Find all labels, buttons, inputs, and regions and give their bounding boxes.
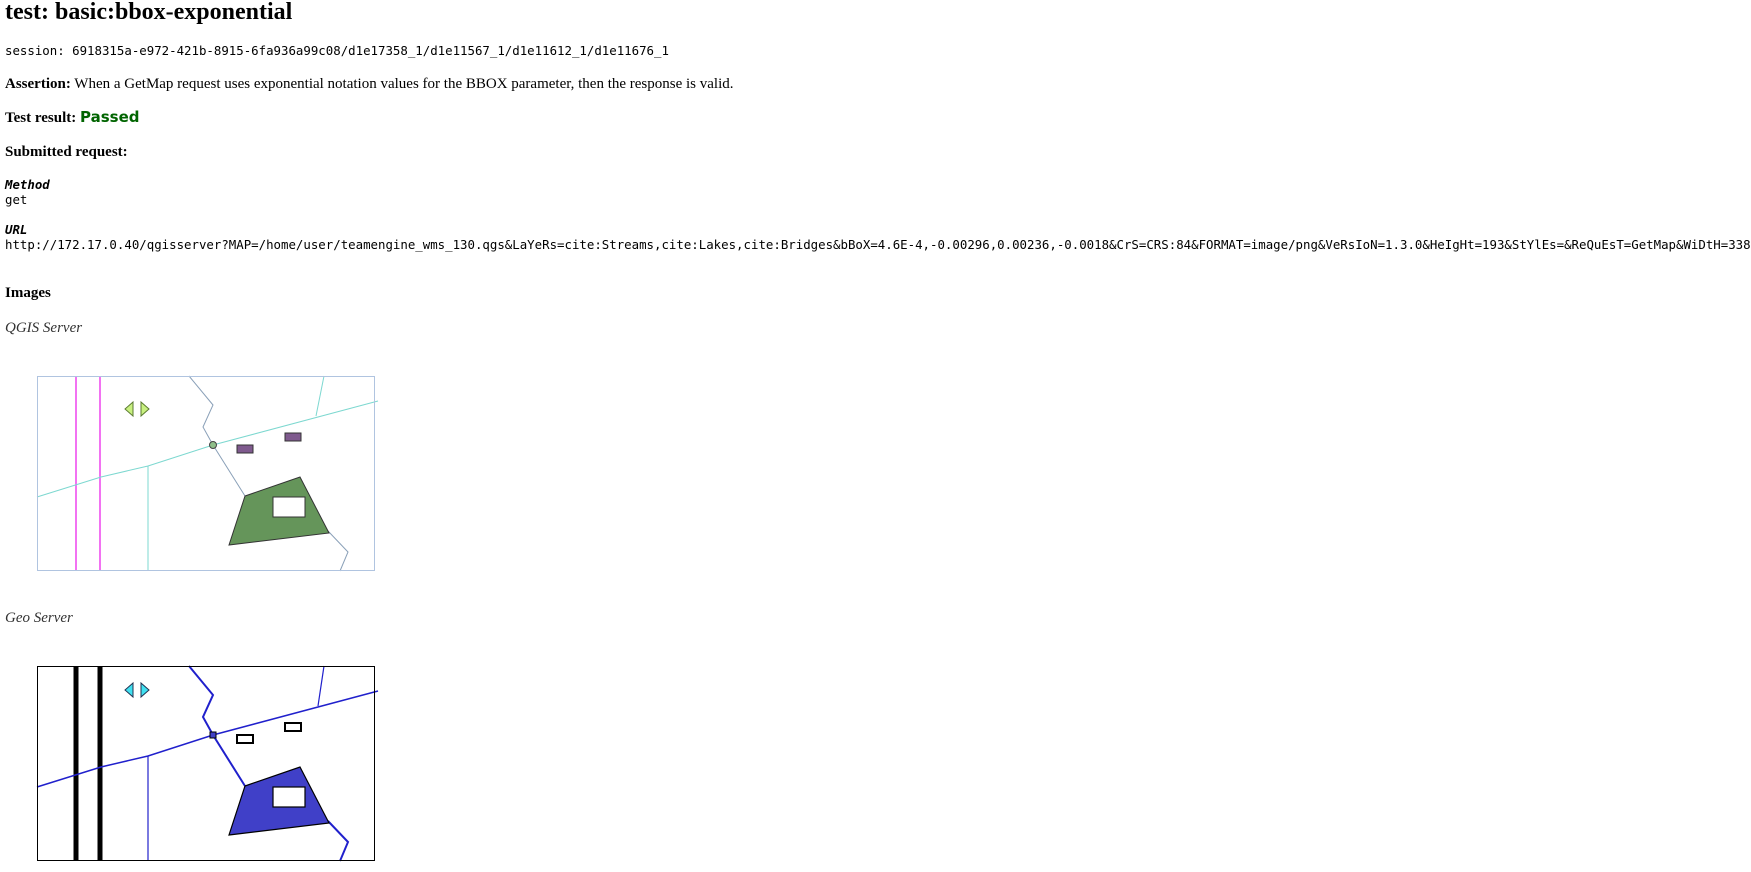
qgis-lake-island [273,497,305,517]
qgis-map-background [37,376,375,571]
geo-map-image [37,666,375,861]
assertion [5,74,734,94]
qgis-map-image [37,376,375,571]
geo-building-1 [237,735,253,743]
test-result-label: Test result: [5,110,80,126]
url-value: http://172.17.0.40/qgisserver?MAP=/home/user/teamengine_wms_130.qgs&LaYeRs=cite:Streams,cite:Lakes,cite:Bridges&bBoX=4.6E-4,-0.00296,0.00236,-0.0018&CrS=CRS:84&FORMAT=image/png&VeRsIoN=1.3.0&HeIgHt=193&StYlEs=&ReQuEsT=GetMap&WiDtH=338 [5,237,1751,252]
page-title: test: basic:bbox-exponential [5,0,293,25]
geo-map-svg [37,666,375,861]
qgis-map-svg [37,376,375,571]
submitted-request-heading: Submitted request: [5,144,128,160]
qgis-bridge [210,442,217,449]
method-value: get [5,192,28,207]
qgis-building-1 [237,445,253,453]
assertion-label: Assertion: [5,76,71,92]
qgis-image-caption: QGIS Server [5,320,83,336]
assertion-text: When a GetMap request uses exponential notation values for the BBOX parameter, then the response is valid. [70,76,734,92]
session-id: session: 6918315a-e972-421b-8915-6fa936a99c08/d1e17358_1/d1e11567_1/d1e11612_1/d1e11676_1 [5,43,669,58]
test-result [5,107,139,128]
geo-lake-island [273,787,305,807]
method-label: Method [5,177,50,192]
geo-bridge [210,732,216,738]
geo-image-caption: Geo Server [5,610,73,626]
url-label: URL [5,222,28,237]
images-heading: Images [5,285,51,301]
qgis-building-2 [285,433,301,441]
geo-building-2 [285,723,301,731]
geo-map-background [37,666,375,861]
test-result-status: Passed [80,108,140,126]
